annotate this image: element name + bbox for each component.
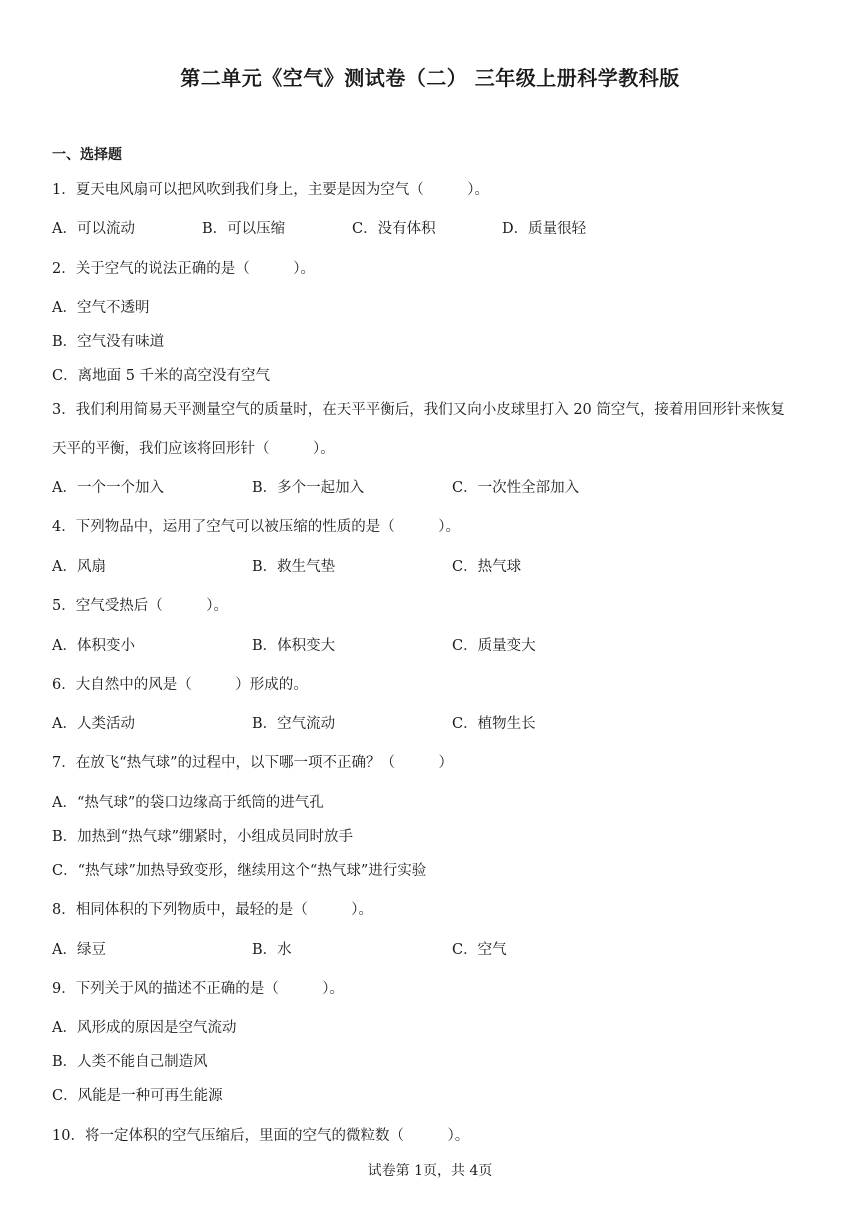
question-5-option-a: A．体积变小: [52, 638, 135, 654]
question-7-option-b: B．加热到“热气球”绷紧时，小组成员同时放手: [52, 829, 353, 845]
question-3-option-b: B．多个一起加入: [252, 480, 365, 496]
question-8-stem: 8．相同体积的下列物质中，最轻的是（ ）。: [52, 902, 373, 918]
question-2-option-b: B．空气没有味道: [52, 334, 165, 350]
question-9-option-a: A．风形成的原因是空气流动: [52, 1020, 237, 1036]
question-8-option-b: B．水: [252, 942, 292, 958]
question-6-stem: 6．大自然中的风是（ ）形成的。: [52, 677, 308, 693]
question-4-stem: 4．下列物品中，运用了空气可以被压缩的性质的是（ ）。: [52, 519, 460, 535]
question-1-option-c: C．没有体积: [352, 221, 436, 237]
question-10-stem: 10．将一定体积的空气压缩后，里面的空气的微粒数（ ）。: [52, 1128, 470, 1144]
question-9-stem: 9．下列关于风的描述不正确的是（ ）。: [52, 981, 344, 997]
question-9-option-b: B．人类不能自己制造风: [52, 1054, 208, 1070]
question-1-stem: 1．夏天电风扇可以把风吹到我们身上，主要是因为空气（ ）。: [52, 182, 489, 198]
question-7-stem: 7．在放飞“热气球”的过程中，以下哪一项不正确？（ ）: [52, 755, 454, 771]
question-2-option-a: A．空气不透明: [52, 300, 150, 316]
page-title: 第二单元《空气》测试卷（二） 三年级上册科学教科版: [180, 66, 680, 90]
question-4-option-c: C．热气球: [452, 559, 522, 575]
question-1-option-a: A．可以流动: [52, 221, 135, 237]
question-6-option-b: B．空气流动: [252, 716, 336, 732]
question-9-option-c: C．风能是一种可再生能源: [52, 1088, 223, 1104]
question-3-stem-continued: 天平的平衡，我们应该将回形针（ ）。: [52, 441, 335, 457]
question-3-option-c: C．一次性全部加入: [452, 480, 580, 496]
question-8-option-c: C．空气: [452, 942, 507, 958]
question-7-option-a: A．“热气球”的袋口边缘高于纸筒的进气孔: [52, 795, 324, 811]
section-heading: 一、选择题: [52, 147, 122, 163]
question-6-option-a: A．人类活动: [52, 716, 135, 732]
question-1-option-d: D．质量很轻: [502, 221, 587, 237]
question-7-option-c: C．“热气球”加热导致变形，继续用这个“热气球”进行实验: [52, 863, 427, 879]
question-4-option-b: B．救生气垫: [252, 559, 336, 575]
question-3-option-a: A．一个一个加入: [52, 480, 164, 496]
page-footer: 试卷第 1页，共 4页: [367, 1163, 493, 1179]
question-4-option-a: A．风扇: [52, 559, 106, 575]
question-1-option-b: B．可以压缩: [202, 221, 286, 237]
question-5-stem: 5．空气受热后（ ）。: [52, 598, 228, 614]
question-8-option-a: A．绿豆: [52, 942, 106, 958]
question-6-option-c: C．植物生长: [452, 716, 536, 732]
question-2-stem: 2．关于空气的说法正确的是（ ）。: [52, 261, 315, 277]
question-2-option-c: C．离地面 5 千米的高空没有空气: [52, 368, 271, 384]
question-5-option-b: B．体积变大: [252, 638, 336, 654]
question-5-option-c: C．质量变大: [452, 638, 536, 654]
question-3-stem: 3．我们利用简易天平测量空气的质量时，在天平平衡后，我们又向小皮球里打入 20 筒空气，接着用回形针来恢复: [52, 402, 785, 418]
